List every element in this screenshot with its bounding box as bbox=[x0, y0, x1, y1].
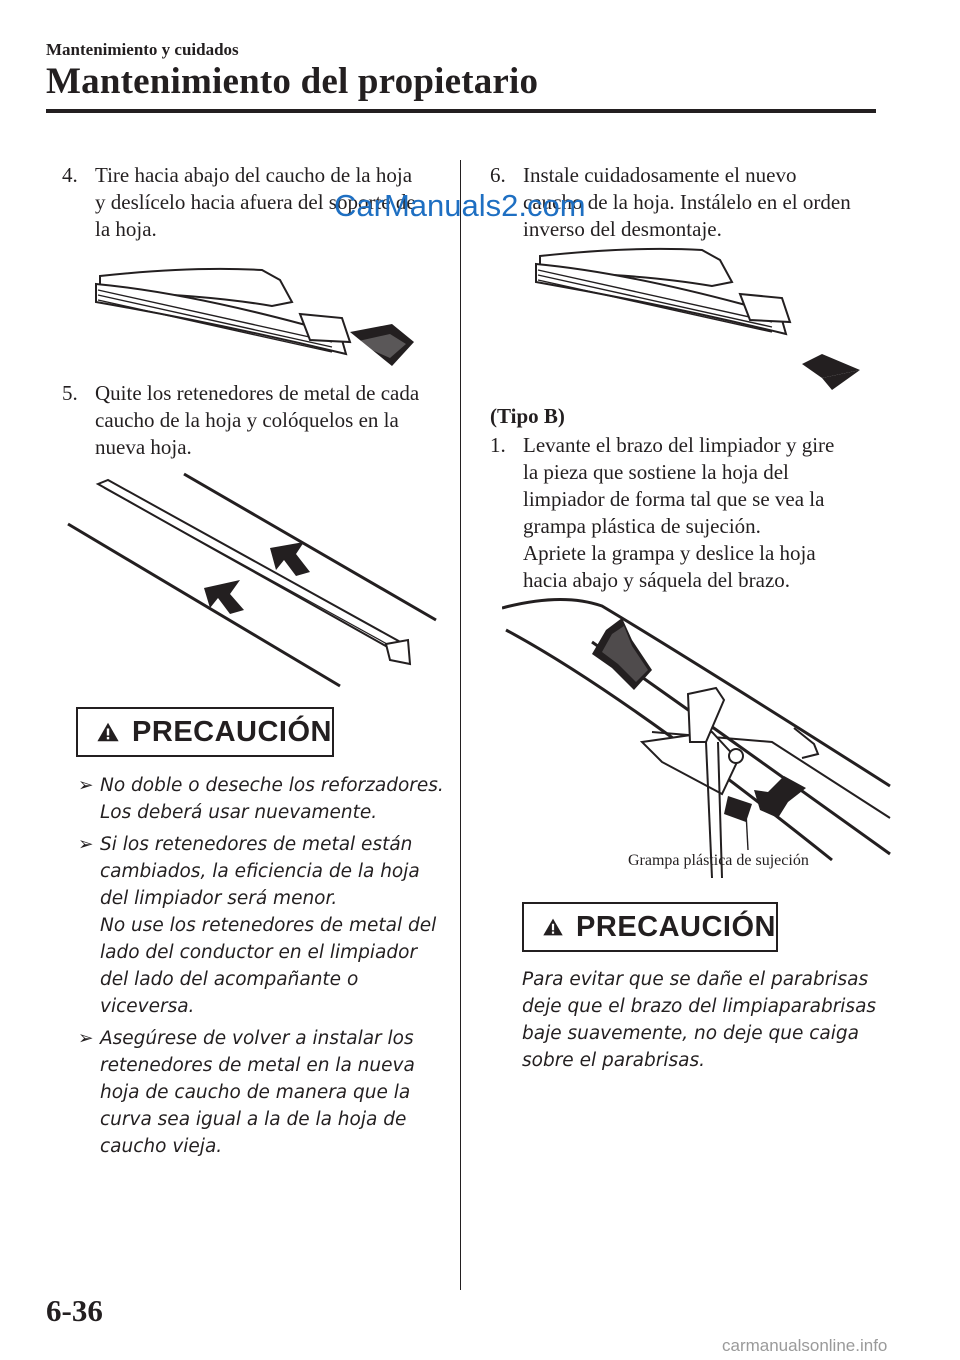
caution-line: Los deberá usar nuevamente. bbox=[100, 802, 378, 823]
figure-blade-install bbox=[532, 242, 864, 392]
step-number: 4. bbox=[62, 163, 78, 187]
caution-line: Si los retenedores de metal están bbox=[100, 834, 413, 855]
caution-line: deje que el brazo del limpiaparabrisas bbox=[522, 996, 877, 1017]
step-text-line: Quite los retenedores de metal de cada bbox=[95, 381, 420, 405]
page-number: 6-36 bbox=[46, 1293, 103, 1328]
caution-item bbox=[78, 1025, 448, 1160]
step-text-line: limpiador de forma tal que se vea la bbox=[523, 487, 825, 511]
step-text-line: Apriete la grampa y deslice la hoja bbox=[523, 541, 816, 565]
caution-list-left bbox=[78, 772, 448, 1165]
step-number: 5. bbox=[62, 381, 78, 405]
warning-triangle-icon bbox=[542, 912, 564, 942]
step-text-line: nueva hoja. bbox=[95, 435, 192, 459]
arrow-bullet-icon: ➢ bbox=[78, 775, 94, 796]
step-text-line: inverso del desmontaje. bbox=[523, 217, 722, 241]
arrow-bullet-icon: ➢ bbox=[78, 1028, 94, 1049]
caution-line: curva sea igual a la de la hoja de bbox=[100, 1109, 407, 1130]
caution-line: Para evitar que se dañe el parabrisas bbox=[522, 969, 869, 990]
caution-line: Asegúrese de volver a instalar los bbox=[100, 1028, 414, 1049]
step-text-line: Levante el brazo del limpiador y gire bbox=[523, 433, 835, 457]
step-5 bbox=[62, 380, 419, 461]
step-text-line: la hoja. bbox=[95, 217, 157, 241]
watermark-top: CarManuals2.com bbox=[334, 188, 586, 223]
step-number: 1. bbox=[490, 433, 506, 457]
figure-wiper-arm bbox=[502, 592, 894, 884]
page-title: Mantenimiento del propietario bbox=[46, 61, 539, 102]
step-text-line: Instale cuidadosamente el nuevo bbox=[523, 163, 797, 187]
caution-line: caucho vieja. bbox=[100, 1136, 223, 1157]
caution-item bbox=[78, 772, 448, 826]
caution-line: baje suavemente, no deje que caiga bbox=[522, 1023, 859, 1044]
step-number: 6. bbox=[490, 163, 506, 187]
caution-line: cambiados, la eficiencia de la hoja bbox=[100, 861, 420, 882]
figure-blade-removal bbox=[92, 262, 424, 372]
section-label: Mantenimiento y cuidados bbox=[46, 40, 239, 59]
step-text-line: hacia abajo y sáquela del brazo. bbox=[523, 568, 791, 592]
figure-callout-label: Grampa plástica de sujeción bbox=[628, 852, 809, 869]
step-text-line: y deslícelo hacia afuera del soporte de bbox=[95, 190, 416, 214]
step-text-line: la pieza que sostiene la hoja del bbox=[523, 460, 789, 484]
arrow-bullet-icon: ➢ bbox=[78, 834, 94, 855]
figure-metal-retainers bbox=[64, 468, 444, 690]
subheading-tipo-b: (Tipo B) bbox=[490, 404, 565, 428]
step-text-line: Tire hacia abajo del caucho de la hoja bbox=[95, 163, 413, 187]
caution-box-left bbox=[76, 707, 334, 757]
caution-line: del limpiador será menor. bbox=[100, 888, 338, 909]
caution-line: sobre el parabrisas. bbox=[522, 1050, 705, 1071]
caution-line: del lado del acompañante o bbox=[100, 969, 359, 990]
watermark-bottom: carmanualsonline.info bbox=[722, 1336, 888, 1355]
step-text-line: grampa plástica de sujeción. bbox=[523, 514, 761, 538]
caution-label: PRECAUCIÓN bbox=[132, 715, 332, 748]
caution-text-right bbox=[522, 966, 882, 1074]
warning-triangle-icon bbox=[96, 717, 120, 747]
step-1 bbox=[490, 432, 834, 594]
caution-line: No use los retenedores de metal del bbox=[100, 915, 437, 936]
caution-line: hoja de caucho de manera que la bbox=[100, 1082, 411, 1103]
caution-box-right bbox=[522, 902, 778, 952]
step-text-line: caucho de la hoja. Instálelo en el orden bbox=[523, 190, 851, 214]
caution-line: retenedores de metal en la nueva bbox=[100, 1055, 415, 1076]
column-divider bbox=[460, 160, 461, 1290]
caution-item bbox=[78, 831, 448, 1020]
caution-line: lado del conductor en el limpiador bbox=[100, 942, 418, 963]
caution-line: No doble o deseche los reforzadores. bbox=[100, 775, 444, 796]
caution-label: PRECAUCIÓN bbox=[576, 910, 776, 943]
step-text-line: caucho de la hoja y colóquelos en la bbox=[95, 408, 399, 432]
caution-line: viceversa. bbox=[100, 996, 195, 1017]
header-rule bbox=[46, 109, 876, 113]
